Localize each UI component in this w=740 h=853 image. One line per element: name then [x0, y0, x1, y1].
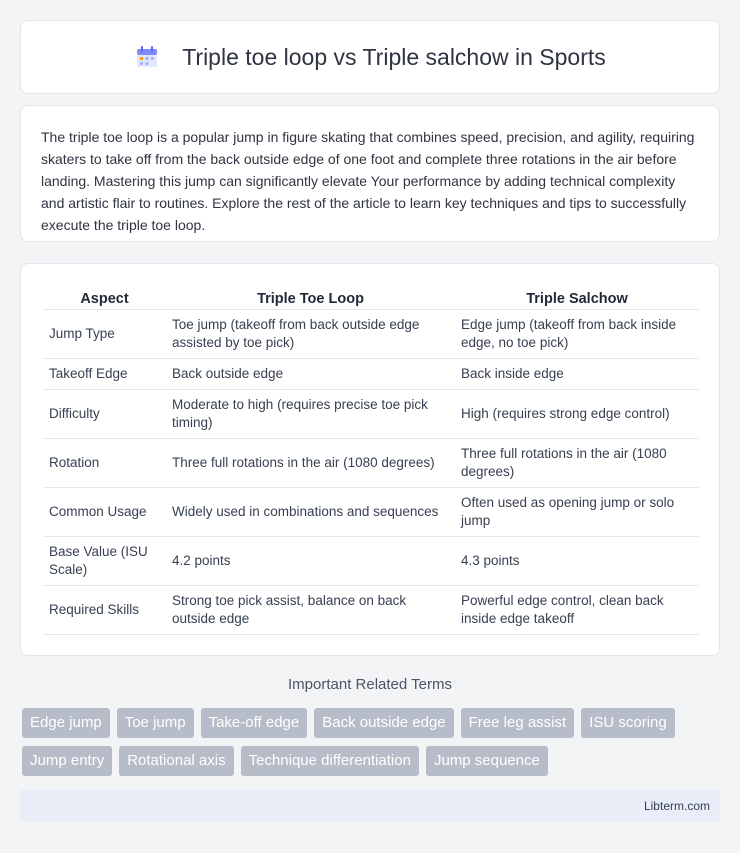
- table-cell: Three full rotations in the air (1080 degrees): [166, 439, 455, 488]
- term-tag[interactable]: Technique differentiation: [241, 746, 419, 776]
- related-terms-title: Important Related Terms: [288, 676, 452, 693]
- table-cell: Strong toe pick assist, balance on back outside edge: [166, 586, 455, 635]
- footer: [20, 790, 720, 822]
- table-cell: Base Value (ISU Scale): [43, 537, 166, 586]
- term-tag[interactable]: Free leg assist: [461, 708, 575, 738]
- table-cell: Common Usage: [43, 488, 166, 537]
- page-title: Triple toe loop vs Triple salchow in Sports: [182, 43, 606, 70]
- related-terms-tags: [22, 708, 722, 776]
- term-tag[interactable]: Toe jump: [117, 708, 194, 738]
- table-cell: Required Skills: [43, 586, 166, 635]
- table-cell: Edge jump (takeoff from back inside edge, no toe pick): [455, 310, 699, 359]
- table-row: [43, 390, 699, 439]
- intro-text: The triple toe loop is a popular jump in figure skating that combines speed, precision, and agility, requiring skaters to take off from the back outside edge of one foot and complete three rotations in the air before landing. Mastering this jump can significantly elevate Your performance by adding technical complexity and artistic flair to routines. Explore the rest of the article to learn key techniques and tips to successfully execute the triple toe loop.: [41, 129, 695, 233]
- term-tag[interactable]: ISU scoring: [581, 708, 675, 738]
- term-tag[interactable]: Back outside edge: [314, 708, 453, 738]
- term-tag[interactable]: Rotational axis: [119, 746, 233, 776]
- column-header: Triple Salchow: [455, 284, 699, 310]
- intro-card: [20, 105, 720, 242]
- table-cell: Often used as opening jump or solo jump: [455, 488, 699, 537]
- table-row: [43, 439, 699, 488]
- footer-link[interactable]: Libterm.com: [643, 799, 710, 813]
- table-row: [43, 537, 699, 586]
- column-header: Aspect: [43, 284, 166, 310]
- column-header: Triple Toe Loop: [166, 284, 455, 310]
- table-cell: Widely used in combinations and sequences: [166, 488, 455, 537]
- table-cell: 4.2 points: [166, 537, 455, 586]
- table-cell: Moderate to high (requires precise toe pick timing): [166, 390, 455, 439]
- table-row: [43, 586, 699, 635]
- table-row: [43, 359, 699, 390]
- table-row: [43, 310, 699, 359]
- term-tag[interactable]: Jump entry: [22, 746, 112, 776]
- comparison-table: [43, 284, 699, 635]
- table-cell: Toe jump (takeoff from back outside edge assisted by toe pick): [166, 310, 455, 359]
- term-tag[interactable]: Jump sequence: [426, 746, 548, 776]
- table-cell: Back outside edge: [166, 359, 455, 390]
- comparison-table-card: [20, 263, 720, 656]
- table-cell: Jump Type: [43, 310, 166, 359]
- header-card: [20, 20, 720, 94]
- term-tag[interactable]: Take-off edge: [201, 708, 308, 738]
- table-cell: Powerful edge control, clean back inside edge takeoff: [455, 586, 699, 635]
- table-cell: Three full rotations in the air (1080 degrees): [455, 439, 699, 488]
- table-cell: Back inside edge: [455, 359, 699, 390]
- table-row: [43, 488, 699, 537]
- table-cell: Rotation: [43, 439, 166, 488]
- table-header-row: [43, 284, 699, 310]
- table-cell: Takeoff Edge: [43, 359, 166, 390]
- table-cell: High (requires strong edge control): [455, 390, 699, 439]
- term-tag[interactable]: Edge jump: [22, 708, 110, 738]
- calendar-icon: [134, 44, 160, 70]
- table-cell: 4.3 points: [455, 537, 699, 586]
- table-cell: Difficulty: [43, 390, 166, 439]
